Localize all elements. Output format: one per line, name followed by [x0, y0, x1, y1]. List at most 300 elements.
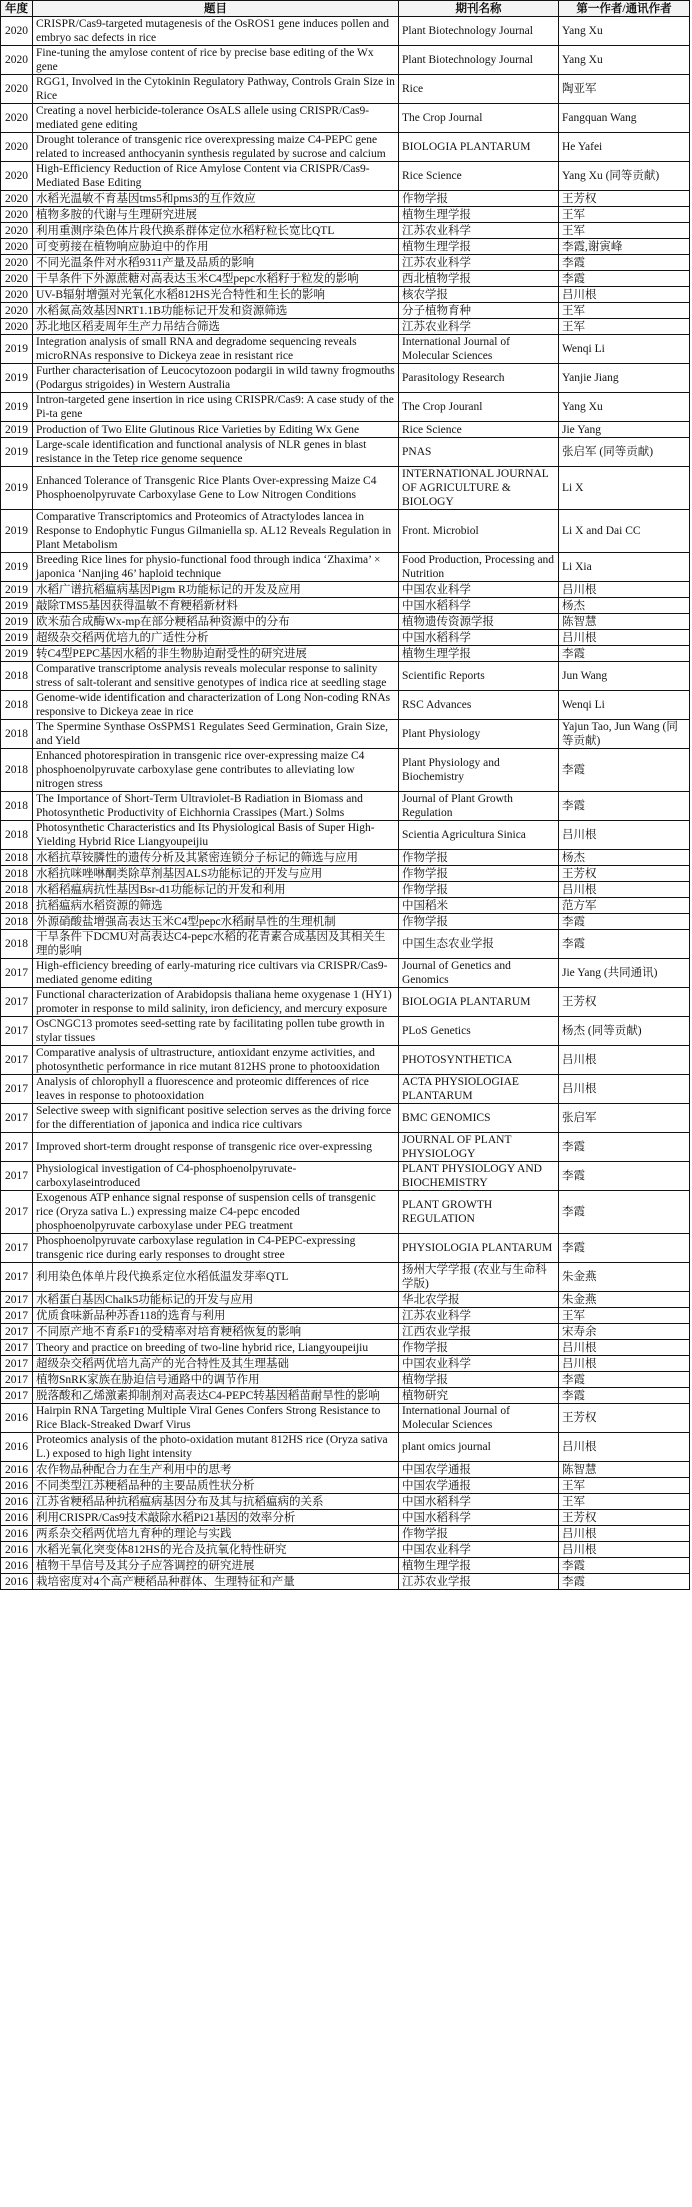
author-cell: Li X — [559, 467, 690, 510]
year-cell: 2017 — [1, 1388, 33, 1404]
title-cell: 可变剪接在植物响应胁迫中的作用 — [33, 239, 399, 255]
author-cell: 李霞 — [559, 1558, 690, 1574]
year-cell: 2017 — [1, 1104, 33, 1133]
title-cell: Proteomics analysis of the photo-oxidation mutant 812HS rice (Oryza sativa L.) exposed to high light intensity — [33, 1433, 399, 1462]
year-cell: 2019 — [1, 467, 33, 510]
table-row — [1, 133, 690, 162]
journal-cell: PLANT GROWTH REGULATION — [399, 1191, 559, 1234]
table-row — [1, 1162, 690, 1191]
journal-cell: 作物学报 — [399, 1340, 559, 1356]
year-cell: 2020 — [1, 75, 33, 104]
table-row — [1, 1308, 690, 1324]
author-cell: Fangquan Wang — [559, 104, 690, 133]
title-cell: 水稻氮高效基因NRT1.1B功能标记开发和资源筛选 — [33, 303, 399, 319]
table-row — [1, 510, 690, 553]
author-cell: Yang Xu — [559, 46, 690, 75]
year-cell: 2019 — [1, 393, 33, 422]
journal-cell: PHYSIOLOGIA PLANTARUM — [399, 1234, 559, 1263]
author-cell: 李霞 — [559, 1133, 690, 1162]
journal-cell: 中国水稻科学 — [399, 598, 559, 614]
author-cell: 王军 — [559, 1478, 690, 1494]
title-cell: 脱落酸和乙烯激素抑制剂对高表达C4-PEPC转基因稻苗耐旱性的影响 — [33, 1388, 399, 1404]
author-cell: 吕川根 — [559, 1075, 690, 1104]
journal-cell: Food Production, Processing and Nutrition — [399, 553, 559, 582]
author-cell: Wenqi Li — [559, 691, 690, 720]
author-cell: 王芳权 — [559, 1510, 690, 1526]
author-cell: 吕川根 — [559, 821, 690, 850]
table-row — [1, 866, 690, 882]
table-row — [1, 393, 690, 422]
title-cell: Integration analysis of small RNA and degradome sequencing reveals microRNAs responsive to Dickeya zeae in resistant rice — [33, 335, 399, 364]
year-cell: 2016 — [1, 1558, 33, 1574]
journal-cell: 中国农业科学 — [399, 582, 559, 598]
year-cell: 2018 — [1, 882, 33, 898]
author-cell: Jie Yang (共同通讯) — [559, 959, 690, 988]
header-title: 题目 — [33, 1, 399, 17]
table-row — [1, 207, 690, 223]
author-cell: 吕川根 — [559, 1526, 690, 1542]
journal-cell: JOURNAL OF PLANT PHYSIOLOGY — [399, 1133, 559, 1162]
table-row — [1, 191, 690, 207]
author-cell: 王军 — [559, 319, 690, 335]
year-cell: 2016 — [1, 1433, 33, 1462]
title-cell: 超级杂交稻两优培九的广适性分析 — [33, 630, 399, 646]
title-cell: Comparative transcriptome analysis reveals molecular response to salinity stress of salt-tolerant and sensitive genotypes of indica rice at seedling stage — [33, 662, 399, 691]
year-cell: 2018 — [1, 749, 33, 792]
journal-cell: BMC GENOMICS — [399, 1104, 559, 1133]
journal-cell: plant omics journal — [399, 1433, 559, 1462]
title-cell: The Spermine Synthase OsSPMS1 Regulates Seed Germination, Grain Size, and Yield — [33, 720, 399, 749]
author-cell: 吕川根 — [559, 582, 690, 598]
table-row — [1, 1542, 690, 1558]
year-cell: 2017 — [1, 1292, 33, 1308]
author-cell: 张启军 — [559, 1104, 690, 1133]
year-cell: 2017 — [1, 1372, 33, 1388]
table-row — [1, 287, 690, 303]
table-row — [1, 614, 690, 630]
year-cell: 2017 — [1, 1046, 33, 1075]
table-row — [1, 1234, 690, 1263]
year-cell: 2017 — [1, 1356, 33, 1372]
title-cell: 优质食味新品种苏香118的选育与利用 — [33, 1308, 399, 1324]
journal-cell: 植物研究 — [399, 1388, 559, 1404]
author-cell: 吕川根 — [559, 630, 690, 646]
year-cell: 2018 — [1, 914, 33, 930]
year-cell: 2019 — [1, 614, 33, 630]
title-cell: 水稻广谱抗稻瘟病基因Pigm R功能标记的开发及应用 — [33, 582, 399, 598]
author-cell: 王军 — [559, 303, 690, 319]
year-cell: 2020 — [1, 319, 33, 335]
title-cell: 敲除TMS5基因获得温敏不育粳稻新材料 — [33, 598, 399, 614]
table-row — [1, 959, 690, 988]
table-row — [1, 255, 690, 271]
author-cell: 王军 — [559, 1494, 690, 1510]
author-cell: 朱金燕 — [559, 1263, 690, 1292]
journal-cell: Plant Biotechnology Journal — [399, 46, 559, 75]
author-cell: 李霞 — [559, 1162, 690, 1191]
year-cell: 2017 — [1, 1324, 33, 1340]
year-cell: 2016 — [1, 1404, 33, 1433]
author-cell: 李霞 — [559, 646, 690, 662]
author-cell: 朱金燕 — [559, 1292, 690, 1308]
table-row — [1, 1372, 690, 1388]
year-cell: 2019 — [1, 438, 33, 467]
table-row — [1, 1104, 690, 1133]
header-author: 第一作者/通讯作者 — [559, 1, 690, 17]
title-cell: High-Efficiency Reduction of Rice Amylose Content via CRISPR/Cas9-Mediated Base Editing — [33, 162, 399, 191]
author-cell: 杨杰 (同等贡献) — [559, 1017, 690, 1046]
table-row — [1, 914, 690, 930]
table-row — [1, 850, 690, 866]
title-cell: OsCNGC13 promotes seed-setting rate by facilitating pollen tube growth in stylar tissues — [33, 1017, 399, 1046]
journal-cell: PNAS — [399, 438, 559, 467]
year-cell: 2020 — [1, 191, 33, 207]
table-row — [1, 630, 690, 646]
author-cell: 李霞 — [559, 914, 690, 930]
table-row — [1, 582, 690, 598]
journal-cell: Journal of Genetics and Genomics — [399, 959, 559, 988]
title-cell: CRISPR/Cas9-targeted mutagenesis of the OsROS1 gene induces pollen and embryo sac defects in rice — [33, 17, 399, 46]
table-row — [1, 1404, 690, 1433]
table-row — [1, 104, 690, 133]
table-row — [1, 1558, 690, 1574]
year-cell: 2020 — [1, 133, 33, 162]
year-cell: 2016 — [1, 1526, 33, 1542]
title-cell: Theory and practice on breeding of two-line hybrid rice, Liangyoupeijiu — [33, 1340, 399, 1356]
author-cell: 李霞 — [559, 1388, 690, 1404]
author-cell: 王芳权 — [559, 191, 690, 207]
title-cell: 植物干旱信号及其分子应答调控的研究进展 — [33, 1558, 399, 1574]
year-cell: 2017 — [1, 1162, 33, 1191]
title-cell: 干旱条件下外源蔗糖对高表达玉米C4型pepc水稻籽于粒发的影响 — [33, 271, 399, 287]
table-row — [1, 792, 690, 821]
author-cell: 李霞 — [559, 1372, 690, 1388]
author-cell: 李霞 — [559, 1574, 690, 1590]
journal-cell: 作物学报 — [399, 1526, 559, 1542]
year-cell: 2018 — [1, 930, 33, 959]
year-cell: 2017 — [1, 1191, 33, 1234]
table-row — [1, 1356, 690, 1372]
journal-cell: 扬州大学学报 (农业与生命科学版) — [399, 1263, 559, 1292]
author-cell: Jie Yang — [559, 422, 690, 438]
journal-cell: 作物学报 — [399, 866, 559, 882]
year-cell: 2017 — [1, 1340, 33, 1356]
title-cell: 植物SnRK家族在胁迫信号通路中的调节作用 — [33, 1372, 399, 1388]
year-cell: 2020 — [1, 239, 33, 255]
header-year: 年度 — [1, 1, 33, 17]
title-cell: RGG1, Involved in the Cytokinin Regulatory Pathway, Controls Grain Size in Rice — [33, 75, 399, 104]
author-cell: 王军 — [559, 207, 690, 223]
table-row — [1, 271, 690, 287]
year-cell: 2020 — [1, 255, 33, 271]
title-cell: 水稻光温敏不育基因tms5和pms3的互作效应 — [33, 191, 399, 207]
year-cell: 2019 — [1, 364, 33, 393]
year-cell: 2020 — [1, 104, 33, 133]
journal-cell: Rice — [399, 75, 559, 104]
author-cell: Yanjie Jiang — [559, 364, 690, 393]
title-cell: 外源硝酸盐增强高表达玉米C4型pepc水稻耐旱性的生理机制 — [33, 914, 399, 930]
title-cell: 苏北地区稻麦周年生产力吊结合筛选 — [33, 319, 399, 335]
journal-cell: 作物学报 — [399, 914, 559, 930]
table-row — [1, 930, 690, 959]
title-cell: 江苏省粳稻品种抗稻瘟病基因分布及其与抗稻瘟病的关系 — [33, 1494, 399, 1510]
year-cell: 2020 — [1, 303, 33, 319]
journal-cell: INTERNATIONAL JOURNAL OF AGRICULTURE & BIOLOGY — [399, 467, 559, 510]
journal-cell: Plant Physiology — [399, 720, 559, 749]
journal-cell: 中国农学通报 — [399, 1478, 559, 1494]
author-cell: Yajun Tao, Jun Wang (同等贡献) — [559, 720, 690, 749]
author-cell: Yang Xu — [559, 17, 690, 46]
year-cell: 2018 — [1, 821, 33, 850]
author-cell: 李霞 — [559, 1191, 690, 1234]
year-cell: 2016 — [1, 1494, 33, 1510]
year-cell: 2018 — [1, 850, 33, 866]
author-cell: 张启军 (同等贡献) — [559, 438, 690, 467]
journal-cell: 江苏农业学报 — [399, 1574, 559, 1590]
title-cell: 水稻抗咪唑啉酮类除草剂基因ALS功能标记的开发与应用 — [33, 866, 399, 882]
author-cell: 吕川根 — [559, 1356, 690, 1372]
journal-cell: RSC Advances — [399, 691, 559, 720]
year-cell: 2017 — [1, 1133, 33, 1162]
table-row — [1, 749, 690, 792]
author-cell: 李霞 — [559, 271, 690, 287]
table-row — [1, 1574, 690, 1590]
table-row — [1, 467, 690, 510]
title-cell: 栽培密度对4个高产粳稻品种群体、生理特征和产量 — [33, 1574, 399, 1590]
table-row — [1, 1046, 690, 1075]
author-cell: 杨杰 — [559, 850, 690, 866]
table-row — [1, 553, 690, 582]
year-cell: 2017 — [1, 1017, 33, 1046]
journal-cell: 植物生理学报 — [399, 1558, 559, 1574]
journal-cell: PLANT PHYSIOLOGY AND BIOCHEMISTRY — [399, 1162, 559, 1191]
table-row — [1, 662, 690, 691]
year-cell: 2016 — [1, 1510, 33, 1526]
title-cell: 不同类型江苏粳稻品种的主要品质性状分析 — [33, 1478, 399, 1494]
author-cell: Jun Wang — [559, 662, 690, 691]
journal-cell: Plant Biotechnology Journal — [399, 17, 559, 46]
journal-cell: The Crop Journal — [399, 104, 559, 133]
author-cell: 王芳权 — [559, 1404, 690, 1433]
title-cell: Functional characterization of Arabidopsis thaliana heme oxygenase 1 (HY1) promoter in response to mild salinity, iron deficiency, and mercury exposure — [33, 988, 399, 1017]
journal-cell: International Journal of Molecular Sciences — [399, 335, 559, 364]
author-cell: 吕川根 — [559, 1433, 690, 1462]
year-cell: 2017 — [1, 1234, 33, 1263]
title-cell: Hairpin RNA Targeting Multiple Viral Genes Confers Strong Resistance to Rice Black-Streaked Dwarf Virus — [33, 1404, 399, 1433]
author-cell: 李霞 — [559, 255, 690, 271]
title-cell: 欧米茄合成酶Wx-mp在部分粳稻品种资源中的分布 — [33, 614, 399, 630]
journal-cell: 西北植物学报 — [399, 271, 559, 287]
author-cell: 杨杰 — [559, 598, 690, 614]
journal-cell: 中国水稻科学 — [399, 630, 559, 646]
title-cell: Exogenous ATP enhance signal response of suspension cells of transgenic rice (Oryza sativa L.) expressing maize C4-pepc encoded phosphoenolpyruvate carboxylase under PEG treatment — [33, 1191, 399, 1234]
year-cell: 2019 — [1, 553, 33, 582]
title-cell: Creating a novel herbicide-tolerance OsALS allele using CRISPR/Cas9-mediated gene editing — [33, 104, 399, 133]
table-row — [1, 1017, 690, 1046]
journal-cell: Rice Science — [399, 162, 559, 191]
title-cell: 超级杂交稻两优培九高产的光合特性及其生理基础 — [33, 1356, 399, 1372]
title-cell: Breeding Rice lines for physio-functional food through indica ‘Zhaxima’ × japonica ‘Nanjing 46’ haploid technique — [33, 553, 399, 582]
title-cell: 抗稻瘟病水稻资源的筛选 — [33, 898, 399, 914]
year-cell: 2020 — [1, 223, 33, 239]
header-journal: 期刊名称 — [399, 1, 559, 17]
table-row — [1, 75, 690, 104]
title-cell: 不同原产地不育系F1的受精率对培育粳稻恢复的影响 — [33, 1324, 399, 1340]
year-cell: 2017 — [1, 988, 33, 1017]
journal-cell: Rice Science — [399, 422, 559, 438]
year-cell: 2020 — [1, 207, 33, 223]
title-cell: 水稻蛋白基因Chalk5功能标记的开发与应用 — [33, 1292, 399, 1308]
journal-cell: 华北农学报 — [399, 1292, 559, 1308]
table-row — [1, 1133, 690, 1162]
author-cell: Yang Xu (同等贡献) — [559, 162, 690, 191]
table-row — [1, 335, 690, 364]
table-row — [1, 1340, 690, 1356]
author-cell: 王军 — [559, 1308, 690, 1324]
journal-cell: ACTA PHYSIOLOGIAE PLANTARUM — [399, 1075, 559, 1104]
author-cell: 陶亚军 — [559, 75, 690, 104]
year-cell: 2020 — [1, 162, 33, 191]
year-cell: 2020 — [1, 287, 33, 303]
author-cell: 吕川根 — [559, 1046, 690, 1075]
author-cell: 吕川根 — [559, 287, 690, 303]
title-cell: 利用重测序染色体片段代换系群体定位水稻籽粒长宽比QTL — [33, 223, 399, 239]
table-row — [1, 239, 690, 255]
table-row — [1, 46, 690, 75]
title-cell: 植物多胺的代谢与生理研究进展 — [33, 207, 399, 223]
table-row — [1, 882, 690, 898]
journal-cell: 江西农业学报 — [399, 1324, 559, 1340]
journal-cell: PHOTOSYNTHETICA — [399, 1046, 559, 1075]
table-row — [1, 821, 690, 850]
table-row — [1, 1510, 690, 1526]
journal-cell: BIOLOGIA PLANTARUM — [399, 133, 559, 162]
title-cell: Intron-targeted gene insertion in rice using CRISPR/Cas9: A case study of the Pi-ta gene — [33, 393, 399, 422]
title-cell: Photosynthetic Characteristics and Its Physiological Basis of Super High-Yielding Hybrid Rice Liangyoupeijiu — [33, 821, 399, 850]
table-row — [1, 720, 690, 749]
table-row — [1, 303, 690, 319]
year-cell: 2017 — [1, 1308, 33, 1324]
journal-cell: 江苏农业科学 — [399, 319, 559, 335]
author-cell: 范方军 — [559, 898, 690, 914]
year-cell: 2017 — [1, 959, 33, 988]
table-row — [1, 988, 690, 1017]
author-cell: 宋寿余 — [559, 1324, 690, 1340]
journal-cell: Scientia Agricultura Sinica — [399, 821, 559, 850]
year-cell: 2018 — [1, 898, 33, 914]
journal-cell: 作物学报 — [399, 850, 559, 866]
table-row — [1, 319, 690, 335]
year-cell: 2019 — [1, 582, 33, 598]
year-cell: 2018 — [1, 792, 33, 821]
table-row — [1, 438, 690, 467]
author-cell: Li X and Dai CC — [559, 510, 690, 553]
title-cell: Drought tolerance of transgenic rice overexpressing maize C4-PEPC gene related to increased anthocyanin synthesis regulated by sucrose and calcium — [33, 133, 399, 162]
title-cell: 不同光温条件对水稻9311产量及品质的影响 — [33, 255, 399, 271]
year-cell: 2020 — [1, 46, 33, 75]
journal-cell: Scientific Reports — [399, 662, 559, 691]
author-cell: 吕川根 — [559, 1542, 690, 1558]
table-row — [1, 1462, 690, 1478]
author-cell: He Yafei — [559, 133, 690, 162]
title-cell: Improved short-term drought response of transgenic rice over-expressing — [33, 1133, 399, 1162]
year-cell: 2016 — [1, 1462, 33, 1478]
title-cell: Genome-wide identification and characterization of Long Non-coding RNAs responsive to Dickeya zeae in rice — [33, 691, 399, 720]
table-row — [1, 364, 690, 393]
year-cell: 2020 — [1, 17, 33, 46]
year-cell: 2019 — [1, 630, 33, 646]
journal-cell: BIOLOGIA PLANTARUM — [399, 988, 559, 1017]
title-cell: Fine-tuning the amylose content of rice by precise base editing of the Wx gene — [33, 46, 399, 75]
title-cell: 干旱条件下DCMU对高表达C4-pepc水稻的花青素合成基因及其相关生理的影响 — [33, 930, 399, 959]
table-row — [1, 422, 690, 438]
journal-cell: 植物遗传资源学报 — [399, 614, 559, 630]
author-cell: 王芳权 — [559, 988, 690, 1017]
table-row — [1, 1324, 690, 1340]
year-cell: 2018 — [1, 691, 33, 720]
table-row — [1, 691, 690, 720]
table-row — [1, 1075, 690, 1104]
journal-cell: 植物生理学报 — [399, 207, 559, 223]
table-body — [1, 17, 690, 1590]
author-cell: 李霞 — [559, 749, 690, 792]
title-cell: 水稻光氧化突变体812HS的光合及抗氧化特性研究 — [33, 1542, 399, 1558]
year-cell: 2018 — [1, 866, 33, 882]
title-cell: Comparative analysis of ultrastructure, antioxidant enzyme activities, and photosynthetic performance in rice mutant 812HS prone to photooxidation — [33, 1046, 399, 1075]
journal-cell: 植物学报 — [399, 1372, 559, 1388]
journal-cell: The Crop Jouranl — [399, 393, 559, 422]
journal-cell: 核农学报 — [399, 287, 559, 303]
author-cell: Wenqi Li — [559, 335, 690, 364]
year-cell: 2016 — [1, 1574, 33, 1590]
table-row — [1, 1526, 690, 1542]
title-cell: High-efficiency breeding of early-maturing rice cultivars via CRISPR/Cas9-mediated genome editing — [33, 959, 399, 988]
year-cell: 2018 — [1, 662, 33, 691]
table-row — [1, 598, 690, 614]
title-cell: 转C4型PEPC基因水稻的非生物胁迫耐受性的研究进展 — [33, 646, 399, 662]
year-cell: 2019 — [1, 422, 33, 438]
title-cell: Further characterisation of Leucocytozoon podargii in wild tawny frogmouths (Podargus strigoides) in Western Australia — [33, 364, 399, 393]
title-cell: 水稻抗草铵膦性的遗传分析及其紧密连锁分子标记的筛选与应用 — [33, 850, 399, 866]
author-cell: 陈智慧 — [559, 614, 690, 630]
table-row — [1, 1433, 690, 1462]
year-cell: 2016 — [1, 1478, 33, 1494]
author-cell: 李霞 — [559, 1234, 690, 1263]
author-cell: 陈智慧 — [559, 1462, 690, 1478]
journal-cell: 江苏农业科学 — [399, 223, 559, 239]
journal-cell: 中国水稻科学 — [399, 1494, 559, 1510]
table-row — [1, 162, 690, 191]
title-cell: Selective sweep with significant positive selection serves as the driving force for the differentiation of japonica and indica rice cultivars — [33, 1104, 399, 1133]
year-cell: 2019 — [1, 646, 33, 662]
journal-cell: 中国水稻科学 — [399, 1510, 559, 1526]
year-cell: 2018 — [1, 720, 33, 749]
title-cell: 两系杂交稻两优培九育种的理论与实践 — [33, 1526, 399, 1542]
year-cell: 2019 — [1, 598, 33, 614]
journal-cell: 中国生态农业学报 — [399, 930, 559, 959]
title-cell: Phosphoenolpyruvate carboxylase regulation in C4-PEPC-expressing transgenic rice during early responses to drought stree — [33, 1234, 399, 1263]
journal-cell: 中国稻米 — [399, 898, 559, 914]
title-cell: Analysis of chlorophyll a fluorescence and proteomic differences of rice leaves in response to photooxidation — [33, 1075, 399, 1104]
journal-cell: 分子植物育种 — [399, 303, 559, 319]
title-cell: Enhanced Tolerance of Transgenic Rice Plants Over-expressing Maize C4 Phosphoenolpyruvate Carboxylase Gene to Low Nitrogen Conditions — [33, 467, 399, 510]
journal-cell: Parasitology Research — [399, 364, 559, 393]
year-cell: 2017 — [1, 1075, 33, 1104]
title-cell: 水稻稻瘟病抗性基因Bsr-d1功能标记的开发和利用 — [33, 882, 399, 898]
journal-cell: 中国农业科学 — [399, 1542, 559, 1558]
journal-cell: PLoS Genetics — [399, 1017, 559, 1046]
title-cell: 利用CRISPR/Cas9技术敲除水稻Pi21基因的效率分析 — [33, 1510, 399, 1526]
